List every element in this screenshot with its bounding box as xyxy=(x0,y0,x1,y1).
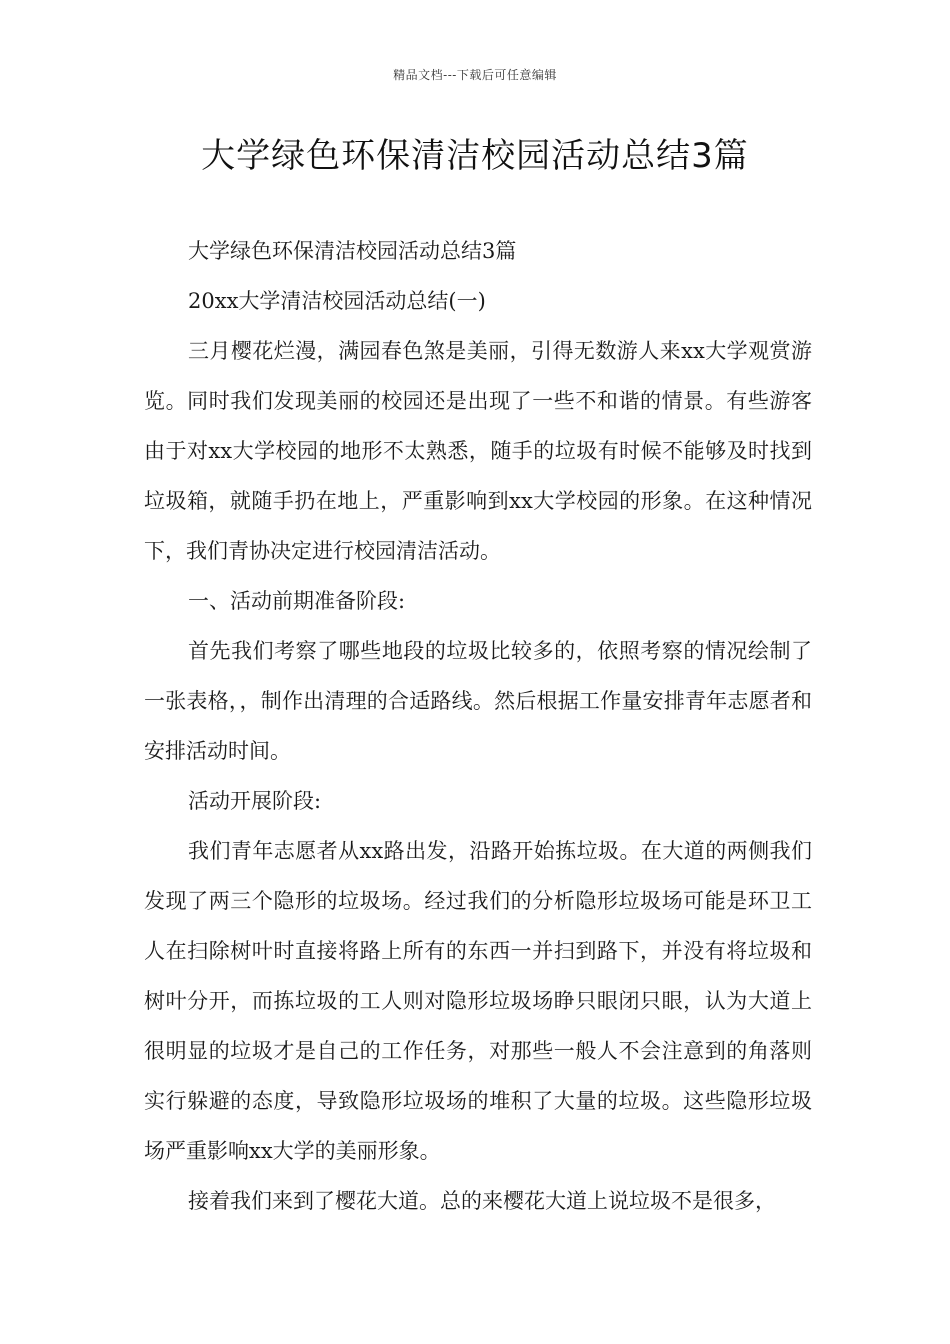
paragraph-intro: 三月樱花烂漫，满园春色煞是美丽，引得无数游人来xx大学观赏游览。同时我们发现美丽的校园还是出现了一些不和谐的情景。有些游客由于对xx大学校园的地形不太熟悉，随手的垃圾有时候不能够及时找到垃圾箱，就随手扔在地上，严重影响到xx大学校园的形象。在这种情况下，我们青协决定进行校园清洁活动。 xyxy=(144,339,812,563)
paragraph-cherry-avenue: 接着我们来到了樱花大道。总的来樱花大道上说垃圾不是很多， xyxy=(188,1189,776,1213)
header-note: 精品文档---下载后可任意编辑 xyxy=(393,68,557,82)
paragraph-stage-heading-2: 活动开展阶段: xyxy=(188,789,322,813)
paragraph-preparation: 首先我们考察了哪些地段的垃圾比较多的，依照考察的情况绘制了一张表格，，制作出清理的合适路线。然后根据工作量安排青年志愿者和安排活动时间。 xyxy=(144,639,812,763)
paragraph-stage-heading-1: 一、活动前期准备阶段: xyxy=(188,589,406,613)
paragraph-subtitle: 大学绿色环保清洁校园活动总结3篇 xyxy=(188,239,517,263)
document-body xyxy=(144,226,812,1226)
paragraph-activity: 我们青年志愿者从xx路出发，沿路开始拣垃圾。在大道的两侧我们发现了两三个隐形的垃圾场。经过我们的分析隐形垃圾场可能是环卫工人在扫除树叶时直接将路上所有的东西一并扫到路下，并没有将垃圾和树叶分开，而拣垃圾的工人则对隐形垃圾场睁只眼闭只眼，认为大道上很明显的垃圾才是自己的工作任务，对那些一般人不会注意到的角落则实行躲避的态度，导致隐形垃圾场的堆积了大量的垃圾。这些隐形垃圾场严重影响xx大学的美丽形象。 xyxy=(144,839,812,1163)
document-title: 大学绿色环保清洁校园活动总结3篇 xyxy=(201,136,749,176)
paragraph-section-heading: 20xx大学清洁校园活动总结(一) xyxy=(188,289,486,313)
